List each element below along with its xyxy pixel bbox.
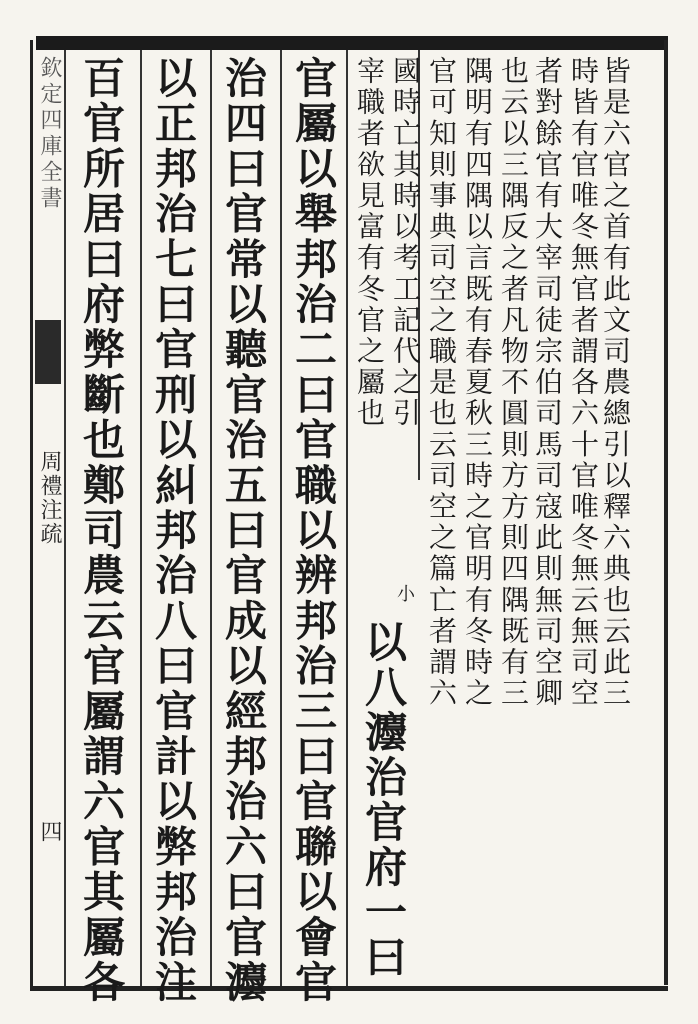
note-column-8: 宰職者欲見富有冬官之屬也	[353, 56, 386, 430]
column-rule	[210, 50, 212, 986]
small-mark: 小	[394, 584, 415, 602]
column-rule	[140, 50, 142, 986]
page-number: 四	[37, 820, 62, 842]
column-rule	[64, 50, 66, 986]
main-text-column-1: 以八灋治官府一曰	[359, 620, 408, 980]
main-text-column-5: 百官所居曰府弊斷也鄭司農云官屬謂六官其屬各	[77, 56, 126, 1006]
collection-title: 欽定四庫全書	[37, 56, 62, 212]
column-rule	[280, 50, 282, 986]
main-text-column-2: 官屬以舉邦治二曰官職以辨邦治三曰官聯以會官	[289, 56, 338, 1006]
main-text-column-4: 以正邦治七曰官刑以糾邦治八曰官計以弊邦治注	[149, 56, 198, 1006]
note-column-5: 隅明有四隅以言既有春夏秋三時之官明有冬時之	[461, 56, 494, 710]
note-column-7: 國時亡其時以考工記代之引	[389, 56, 422, 430]
fishtail-mark	[35, 320, 61, 384]
book-title: 周禮注疏	[37, 450, 62, 546]
note-column-3: 者對餘官有大宰司徒宗伯司馬司寇此則無司空卿	[531, 56, 564, 710]
top-border	[36, 36, 668, 50]
note-column-1: 皆是六官之首有此文司農總引以釋六典也云此三	[599, 56, 632, 710]
margin-column	[33, 50, 63, 986]
main-text-column-3: 治四曰官常以聽官治五曰官成以經邦治六曰官灋	[219, 56, 268, 1006]
note-column-6: 官可知則事典司空之職是也云司空之篇亡者謂六	[425, 56, 458, 710]
note-column-4: 也云以三隅反之者凡物不圓則方方則四隅既有三	[497, 56, 530, 710]
note-column-2: 時皆有官唯冬無官者謂各六十官唯冬無云無司空	[567, 56, 600, 710]
column-rule	[346, 50, 348, 986]
right-border	[664, 40, 668, 985]
